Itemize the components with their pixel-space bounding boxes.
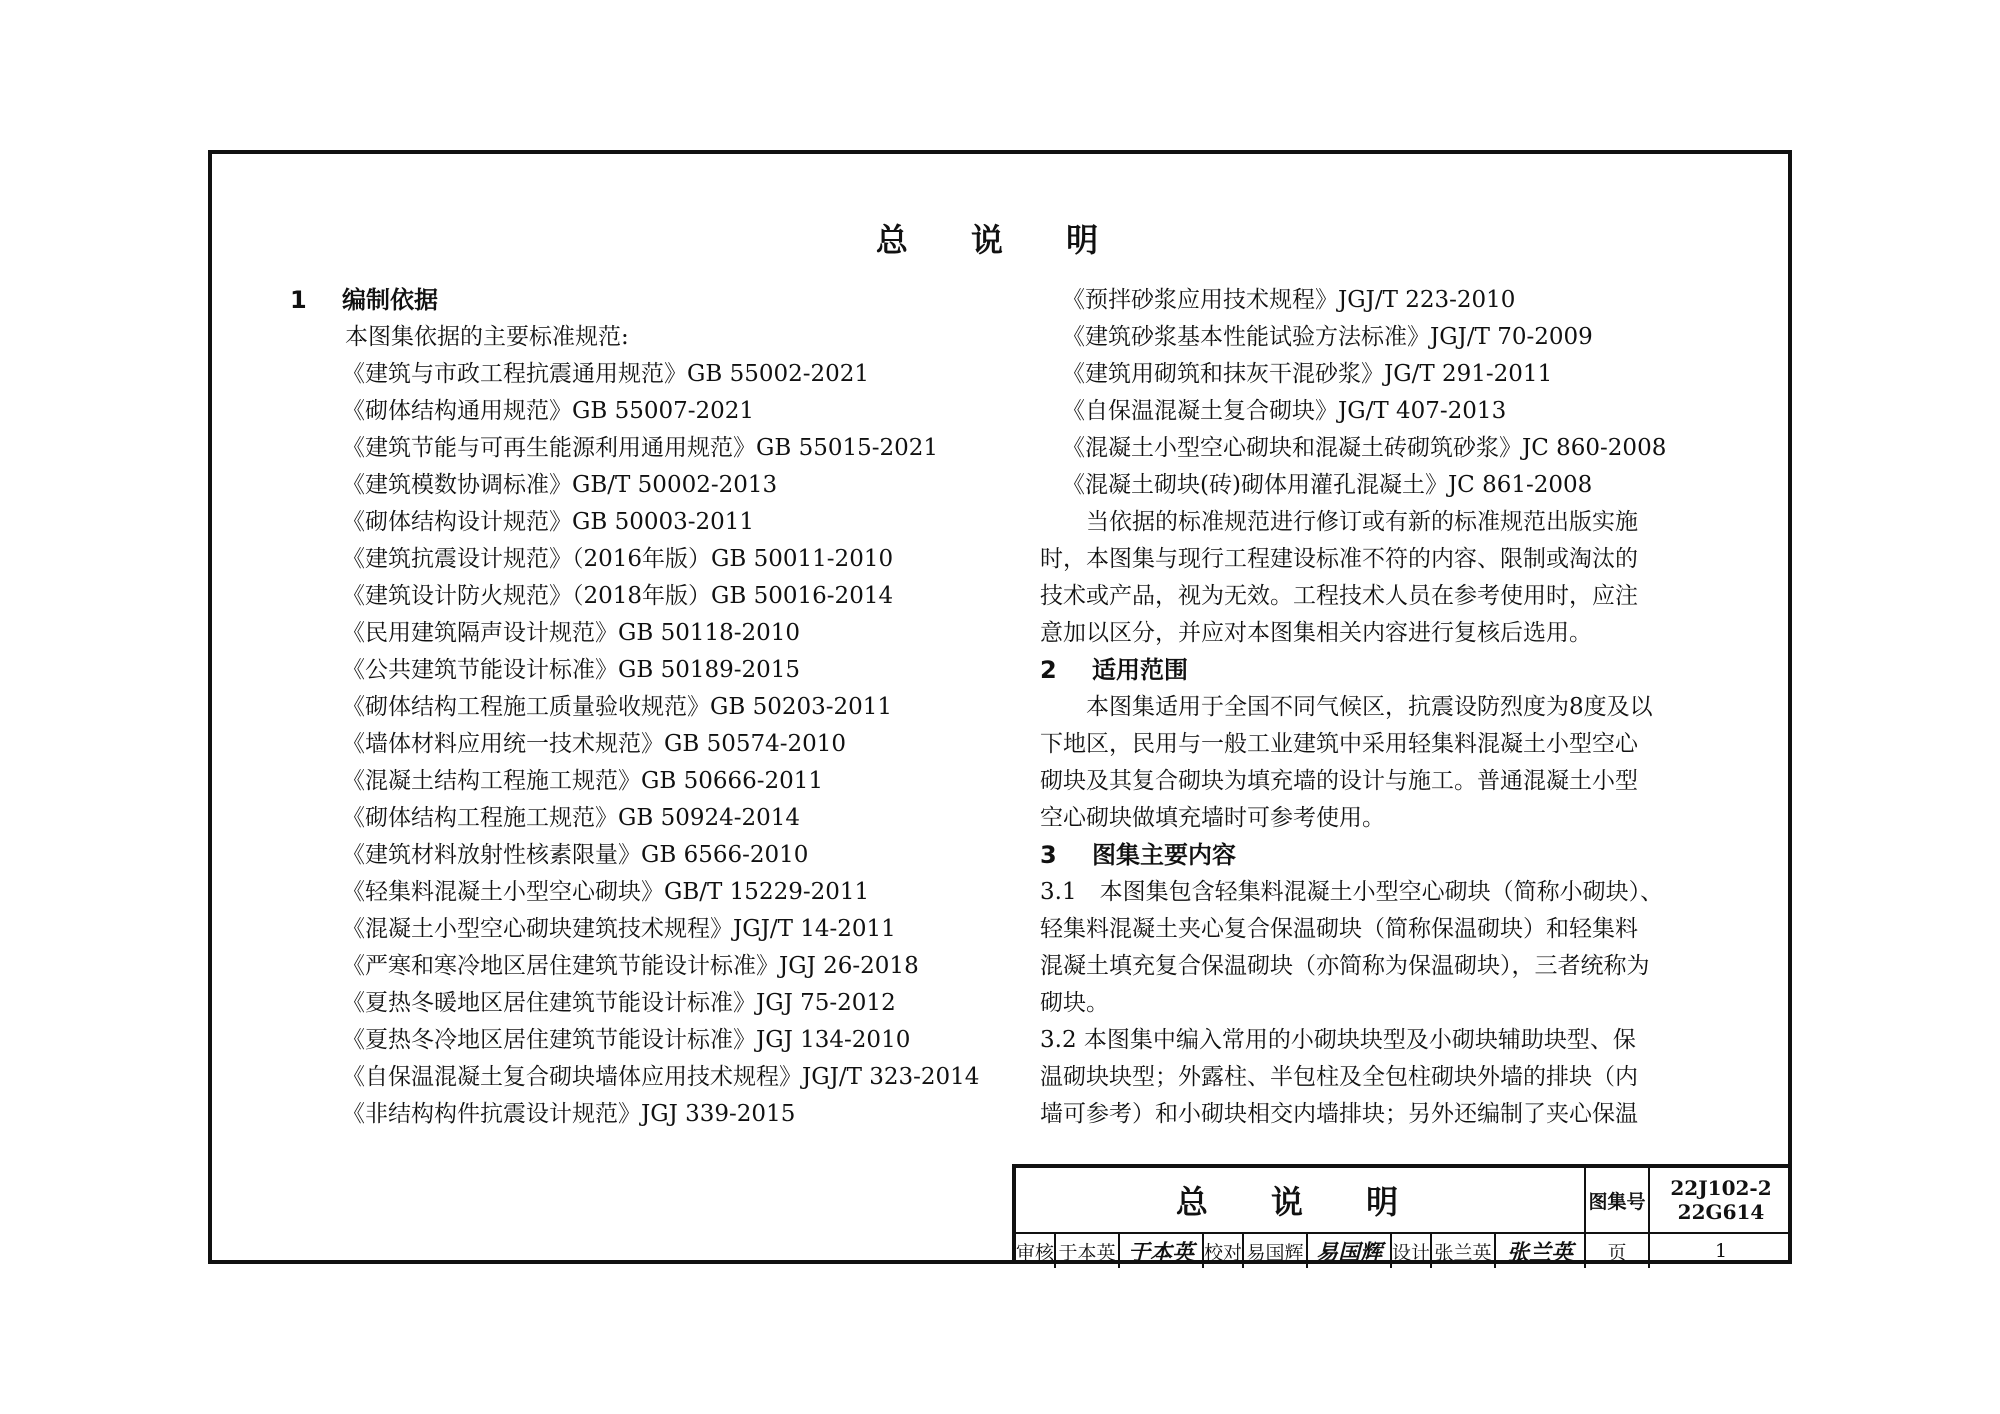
standard-ref: 《墙体材料应用统一技术规范》GB 50574-2010 (342, 731, 847, 757)
section-number: 3 (1040, 841, 1057, 869)
standard-ref: 《民用建筑隔声设计规范》GB 50118-2010 (342, 620, 801, 646)
section-number: 2 (1040, 656, 1057, 684)
standard-ref: 《建筑模数协调标准》GB/T 50002-2013 (342, 472, 778, 498)
standard-ref: 《砌体结构工程施工规范》GB 50924-2014 (342, 805, 801, 831)
atlas-number-value (1650, 1168, 1792, 1234)
standard-ref: 《轻集料混凝土小型空心砌块》GB/T 15229-2011 (342, 879, 870, 905)
standard-ref: 《预拌砂浆应用技术规程》JGJ/T 223-2010 (1062, 287, 1516, 313)
content-line: 温砌块块型；外露柱、半包柱及全包柱砌块外墙的排块（内 (1040, 1064, 1638, 1090)
section-1-heading (290, 282, 1010, 319)
standard-ref: 《建筑用砌筑和抹灰干混砂浆》JG/T 291-2011 (1062, 361, 1553, 387)
standard-ref: 《建筑与市政工程抗震通用规范》GB 55002-2021 (342, 361, 870, 387)
intro-text: 本图集依据的主要标准规范: (345, 324, 629, 350)
scope-line: 砌块及其复合砌块为填充墙的设计与施工。普通混凝土小型 (1040, 768, 1638, 794)
note-line: 时，本图集与现行工程建设标准不符的内容、限制或淘汰的 (1040, 546, 1638, 572)
standard-ref: 《砌体结构通用规范》GB 55007-2021 (342, 398, 755, 424)
content-line: 3.1 本图集包含轻集料混凝土小型空心砌块（简称小砌块）、 (1040, 879, 1664, 905)
review-signature: 于本英 (1120, 1234, 1204, 1268)
note-line: 技术或产品，视为无效。工程技术人员在参考使用时，应注 (1040, 583, 1638, 609)
content-line: 轻集料混凝土夹心复合保温砌块（简称保温砌块）和轻集料 (1040, 916, 1638, 942)
atlas-number-1: 22J102-2 (1670, 1176, 1772, 1200)
standard-ref: 《自保温混凝土复合砌块》JG/T 407-2013 (1062, 398, 1507, 424)
scope-line: 下地区，民用与一般工业建筑中采用轻集料混凝土小型空心 (1040, 731, 1638, 757)
standard-ref: 《夏热冬冷地区居住建筑节能设计标准》JGJ 134-2010 (342, 1027, 911, 1053)
scope-line: 空心砌块做填充墙时可参考使用。 (1040, 805, 1385, 831)
section-2-heading (1040, 652, 1722, 689)
page-number: 1 (1714, 1240, 1728, 1262)
section-number: 1 (290, 286, 307, 314)
right-column (1040, 282, 1722, 1133)
section-3-heading (1040, 837, 1722, 874)
standard-ref: 《混凝土结构工程施工规范》GB 50666-2011 (342, 768, 824, 794)
content-line: 3.2 本图集中编入常用的小砌块块型及小砌块辅助块型、保 (1040, 1027, 1636, 1053)
design-name: 张兰英 (1432, 1234, 1496, 1268)
check-signature: 易国辉 (1308, 1234, 1392, 1268)
review-label: 审核 (1016, 1234, 1056, 1268)
note-line: 当依据的标准规范进行修订或有新的标准规范出版实施 (1040, 509, 1638, 535)
note-line: 意加以区分，并应对本图集相关内容进行复核后选用。 (1040, 620, 1592, 646)
standard-ref: 《建筑设计防火规范》（2018年版）GB 50016-2014 (342, 583, 894, 609)
standard-ref: 《建筑材料放射性核素限量》GB 6566-2010 (342, 842, 809, 868)
review-name: 于本英 (1056, 1234, 1120, 1268)
section-title: 编制依据 (342, 286, 438, 314)
standard-ref: 《砌体结构设计规范》GB 50003-2011 (342, 509, 755, 535)
page-label: 页 (1586, 1234, 1650, 1268)
content-line: 混凝土填充复合保温砌块（亦简称为保温砌块），三者统称为 (1040, 953, 1650, 979)
left-column (290, 282, 1010, 1133)
check-name: 易国辉 (1244, 1234, 1308, 1268)
standard-ref: 《混凝土砌块(砖)砌体用灌孔混凝土》JC 861-2008 (1062, 472, 1593, 498)
standard-ref: 《公共建筑节能设计标准》GB 50189-2015 (342, 657, 801, 683)
title-block (1012, 1164, 1792, 1264)
standard-ref: 《夏热冬暖地区居住建筑节能设计标准》JGJ 75-2012 (342, 990, 896, 1016)
design-signature: 张兰英 (1496, 1234, 1586, 1268)
content-line: 砌块。 (1040, 990, 1109, 1016)
section-title: 适用范围 (1092, 656, 1188, 684)
standard-ref: 《建筑节能与可再生能源利用通用规范》GB 55015-2021 (342, 435, 939, 461)
standard-ref: 《建筑砂浆基本性能试验方法标准》JGJ/T 70-2009 (1062, 324, 1593, 350)
atlas-number-2: 22G614 (1677, 1200, 1765, 1224)
page-title: 总 说 明 (875, 221, 1125, 259)
section-title: 图集主要内容 (1092, 841, 1236, 869)
title-block-main-title: 总 说 明 (1016, 1168, 1586, 1234)
standard-ref: 《建筑抗震设计规范》（2016年版）GB 50011-2010 (342, 546, 894, 572)
standard-ref: 《混凝土小型空心砌块和混凝土砖砌筑砂浆》JC 860-2008 (1062, 435, 1667, 461)
content-line: 墙可参考）和小砌块相交内墙排块；另外还编制了夹心保温 (1040, 1101, 1638, 1127)
standard-ref: 《严寒和寒冷地区居住建筑节能设计标准》JGJ 26-2018 (342, 953, 919, 979)
design-label: 设计 (1392, 1234, 1432, 1268)
standard-ref: 《混凝土小型空心砌块建筑技术规程》JGJ/T 14-2011 (342, 916, 896, 942)
check-label: 校对 (1204, 1234, 1244, 1268)
standard-ref: 《自保温混凝土复合砌块墙体应用技术规程》JGJ/T 323-2014 (342, 1064, 980, 1090)
standard-ref: 《非结构构件抗震设计规范》JGJ 339-2015 (342, 1101, 796, 1127)
atlas-number-label: 图集号 (1586, 1168, 1650, 1234)
standard-ref: 《砌体结构工程施工质量验收规范》GB 50203-2011 (342, 694, 893, 720)
scope-line: 本图集适用于全国不同气候区，抗震设防烈度为8度及以 (1040, 694, 1653, 720)
